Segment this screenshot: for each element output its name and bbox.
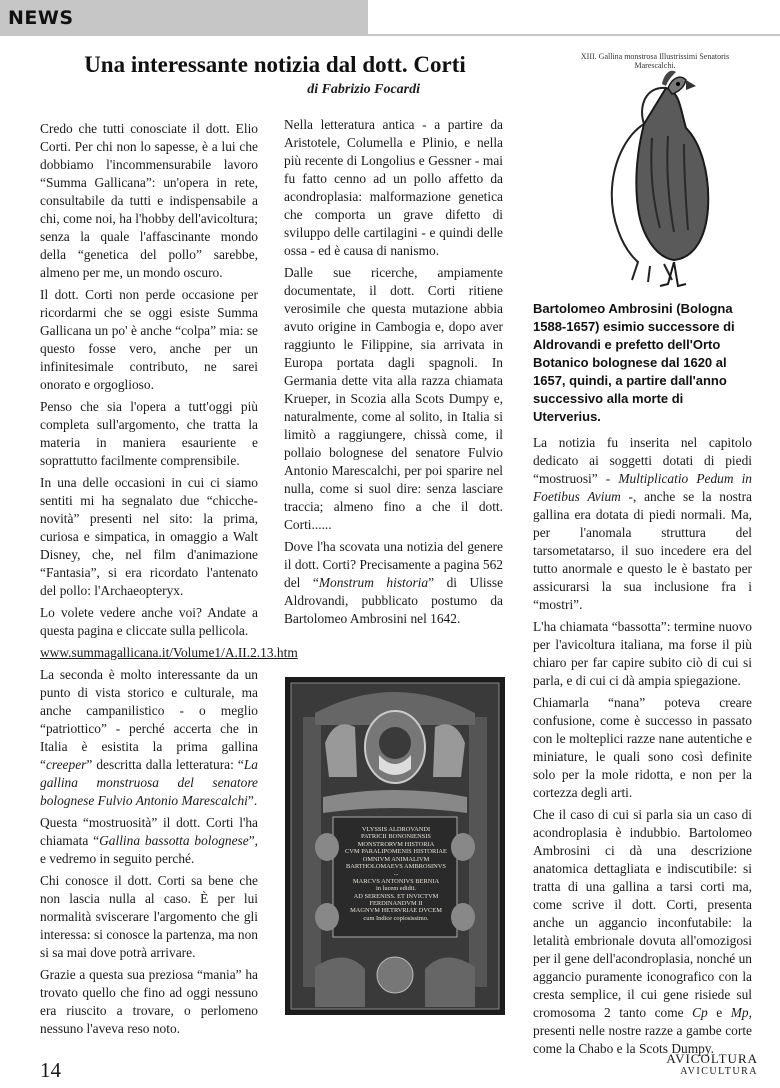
- paragraph: Chi conosce il dott. Corti sa bene che non lascia nulla al caso. È per lui normalità sviscerare l'argomento che gli interessa: si conosce la partenza, ma non si sa mai dove potrà arrivare.: [40, 873, 258, 960]
- frontispiece-line: PATRICII BONONIENSIS: [361, 833, 431, 841]
- paragraph: Nella letteratura antica - a partire da Aristotele, Columella e Plinio, e nella più recente di Longolius e Gessner - mai fu fatto cenno ad un pollo affetto da acondroplasia: malformazione genetica che comporta un grave difetto di sviluppo delle cartilagini - e quindi delle ossa - ed è causa di nanismo.: [284, 117, 503, 258]
- bird-figure-label: XIII. Gallina monstrosa Illustrissimi Senatoris Marescalchi.: [580, 52, 730, 70]
- article-column-2: [284, 116, 503, 632]
- emphasis: creeper: [45, 757, 87, 772]
- paragraph: Questa “mostruosità” il dott. Corti l'ha chiamata “Gallina bassotta bolognese”, e vedremo in seguito perché.: [40, 815, 258, 866]
- section-label: NEWS: [8, 7, 74, 29]
- emphasis: La gallina monstruosa del senatore bolognese Fulvio Antonio Marescalchi: [40, 757, 258, 808]
- frontispiece-line: MONSTRORVM HISTORIA: [357, 840, 435, 848]
- header-rule: [0, 34, 780, 36]
- frontispiece-line: in lucem edidit.: [376, 885, 416, 893]
- frontispiece-line: ...: [393, 870, 399, 878]
- paragraph: L'ha chiamata “bassotta”: termine nuovo per l'avicoltura italiana, ma forse il più chiaro per far capire subito ciò di cui si parla, e di cui ci dà ampia spiegazione.: [533, 619, 752, 688]
- paragraph: Grazie a questa sua preziosa “mania” ha trovato quello che fino ad oggi nessuno era riuscito a trovare, o perlomeno nessuno l'aveva reso noto.: [40, 967, 258, 1036]
- paragraph: La seconda è molto interessante da un punto di vista storico e culturale, ma anche campanilistico - o meglio “patriottico” - perché accerta che in Italia è esistita la prima gallina “creeper” descritta dalla letteratura: “La gallina monstruosa del senatore bolognese Fulvio Antonio Marescalchi”.: [40, 667, 258, 808]
- paragraph: Il dott. Corti non perde occasione per ricordarmi che se oggi esiste Summa Gallicana un po' è anche “colpa” mia: se questo fosse vero, anche per un infinitesimale contributo, ne sarei onorato e orgoglioso.: [40, 287, 258, 392]
- frontispiece-line: OMNIVM ANIMALIVM: [362, 855, 430, 863]
- article-column-3: [533, 434, 752, 1062]
- paragraph: Dove l'ha scovata una notizia del genere il dott. Corti? Precisamente a pagina 562 del “Monstrum historia” di Ulisse Aldrovandi, pubblicato postumo da Bartolomeo Ambrosini nel 1642.: [284, 539, 504, 626]
- emphasis: Gallina bassotta bolognese: [99, 833, 249, 848]
- paragraph: Che il caso di cui si parla sia un caso di acondroplasia è indubbio. Bartolomeo Ambrosini ci dà una descrizione anatomica dettagliata e indiscutibile: si tratta di una gallina a tarsi corti ma, come scrive il dott. Corti, presenta anche un aggancio inconfutabile: la letalità embrionale dovuta all'omozigosi per il gene dell'acondroplasia, nonché un aggancio puramente iconografico con la cresta semplice, il cui gene risiede sul cromosoma 2 tanto come Cp e Mp, presenti nelle nostre razze a gambe corte come la Chabo e la Scots Dumpy.: [533, 807, 752, 1056]
- frontispiece-line: CVM PARALIPOMENIS HISTORIAE: [345, 848, 447, 856]
- emphasis: Cp: [692, 1005, 708, 1020]
- frontispiece-line: VLYSSIS ALDROVANDI: [361, 826, 431, 833]
- bird-figure-caption: Bartolomeo Ambrosini (Bologna 1588-1657) esimio successore di Aldrovandi e prefetto dell'Orto Botanico bolognese dal 1620 al 1657, quindi, a partire dall'anno successivo alla morte di Uterverius.: [533, 301, 735, 424]
- paragraph: Chiamarla “nana” poteva creare confusione, come è successo in passato con le molteplici razze nane autentiche e miniature, le quali sono così definite solo per la mole ridotta, e non per la cortezza degli arti.: [533, 695, 752, 800]
- paragraph: In una delle occasioni in cui ci siamo sentiti mi ha segnalato due “chicche-novità” presenti nel sito: la prima, curiosa e simpatica, in omaggio a Walt Disney, che, nel film d'animazione “Fantasia”, si era ricordato l'antenato del pollo: l'Archaeopteryx.: [40, 475, 258, 598]
- paragraph: Penso che sia l'opera a tutt'oggi più completa sull'argomento, che tratta la materia in maniera esauriente e soprattutto facilmente comprensibile.: [40, 399, 258, 468]
- paragraph: Dalle sue ricerche, ampiamente documentate, il dott. Corti ritiene verosimile che questa mutazione abbia avuto origine in Cambogia e, dopo aver raggiunto le Filippine, sia arrivata in Europa portata dagli spagnoli. In Germania dette vita alla razza chiamata Krueper, in Scozia alla Scots Dumpy e, naturalmente, come al solito, in Italia si limitò a raggiungere, chissà come, il pollaio bolognese del senatore Fulvio Antonio Marescalchi, per poi sparire nel nulla, come si suol dire: senza lasciare traccia; almeno fino a che il dott. Corti......: [284, 265, 503, 532]
- frontispiece-line: FERDINANDVM II: [369, 900, 423, 908]
- magazine-logo: AVICOLTURA AVICULTURA: [666, 1051, 758, 1077]
- hen-engraving-image: [568, 48, 728, 288]
- article-title: Una interessante notizia dal dott. Corti: [84, 52, 466, 77]
- article-byline: di Fabrizio Focardi: [307, 82, 420, 97]
- frontispiece-line: AD SERENISS. ET INVICTVM: [353, 892, 439, 900]
- paragraph: Lo volete vedere anche voi? Andate a questa pagina e cliccate sulla pellicola.: [40, 605, 258, 638]
- frontispiece-inscription: [340, 826, 452, 922]
- summa-gallicana-link[interactable]: www.summagallicana.it/Volume1/A.II.2.13.htm: [40, 645, 298, 660]
- page-number: 14: [40, 1058, 61, 1082]
- emphasis: Mp: [730, 1005, 749, 1020]
- emphasis: Multiplicatio Pedum in Foetibus Avium: [533, 471, 752, 504]
- frontispiece-line: MARCVS ANTONIVS BERNIA: [352, 877, 440, 885]
- frontispiece-line: MAGNVM HETRVRIAE DVCEM: [350, 907, 442, 915]
- emphasis: Monstrum historia: [318, 575, 429, 590]
- article-column-1: [40, 120, 298, 1042]
- paragraph: La notizia fu inserita nel capitolo dedicato ai soggetti dotati di piedi “mostruosi” - Multiplicatio Pedum in Foetibus Avium -, anche se la nostra gallina era dotata di piedi normali. Ma, per l'anomala struttura del tarsometatarso, il suo incedere era del tutto anormale e questo le è bastato per assicurarsi la sua inclusione fra i “mostri”.: [533, 435, 752, 612]
- paragraph: Credo che tutti conosciate il dott. Elio Corti. Per chi non lo sapesse, è a lui che dobbiamo l'incommensurabile lavoro “Summa Gallicana”: un'opera in rete, consultabile da tutti e indispensabile a chi, come noi, ha l'hobby dell'avicoltura; senza la quale l'affascinante mondo della “genetica del pollo” sarebbe, almeno per me, un mondo oscuro.: [40, 121, 258, 280]
- frontispiece-line: cum Indice copiosissimo.: [363, 914, 429, 922]
- frontispiece-line: BARTHOLOMAEVS AMBROSINVS: [346, 863, 446, 871]
